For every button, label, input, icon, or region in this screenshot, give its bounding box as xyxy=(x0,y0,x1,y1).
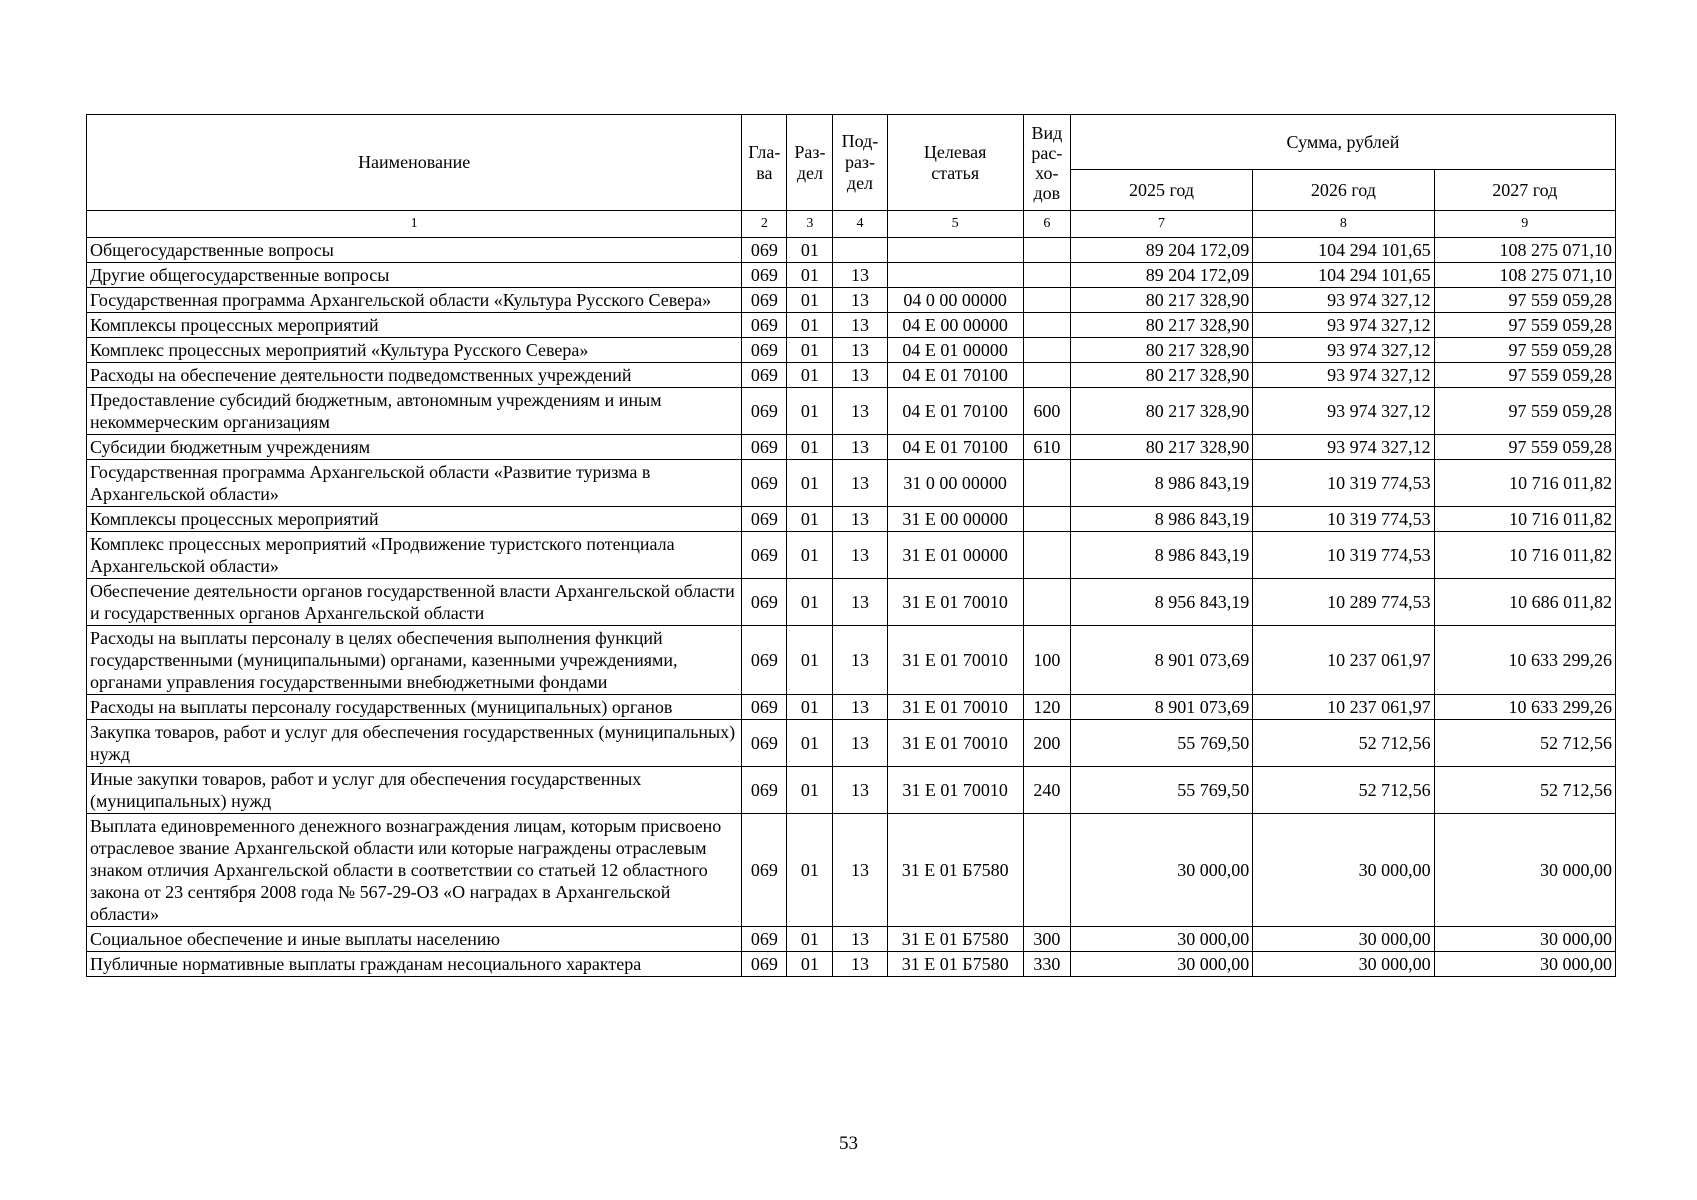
table-row xyxy=(87,313,1616,338)
cell-name: Комплексы процессных мероприятий xyxy=(87,313,742,338)
cell-amount-2025: 55 769,50 xyxy=(1070,720,1252,767)
table-row xyxy=(87,338,1616,363)
table-row xyxy=(87,720,1616,767)
cell-target-article: 31 Е 00 00000 xyxy=(887,507,1023,532)
cell-amount-2026: 93 974 327,12 xyxy=(1253,388,1434,435)
cell-name: Общегосударственные вопросы xyxy=(87,238,742,263)
cell-amount-2025: 8 986 843,19 xyxy=(1070,460,1252,507)
cell-amount-2027: 97 559 059,28 xyxy=(1434,388,1615,435)
cell-subsection: 13 xyxy=(833,435,887,460)
cell-section: 01 xyxy=(787,460,833,507)
cell-section: 01 xyxy=(787,238,833,263)
cell-subsection: 13 xyxy=(833,263,887,288)
header-year-2027: 2027 год xyxy=(1434,170,1615,211)
cell-chapter: 069 xyxy=(742,927,787,952)
cell-amount-2025: 80 217 328,90 xyxy=(1070,363,1252,388)
cell-amount-2027: 52 712,56 xyxy=(1434,720,1615,767)
table-row xyxy=(87,532,1616,579)
cell-chapter: 069 xyxy=(742,338,787,363)
table-row xyxy=(87,238,1616,263)
table-row xyxy=(87,388,1616,435)
cell-target-article xyxy=(887,238,1023,263)
table-row xyxy=(87,460,1616,507)
column-number: 9 xyxy=(1434,211,1615,238)
cell-amount-2027: 10 716 011,82 xyxy=(1434,507,1615,532)
cell-target-article: 31 Е 01 Б7580 xyxy=(887,927,1023,952)
cell-name: Государственная программа Архангельской области «Развитие туризма в Архангельской области» xyxy=(87,460,742,507)
cell-section: 01 xyxy=(787,288,833,313)
cell-amount-2027: 10 716 011,82 xyxy=(1434,532,1615,579)
cell-amount-2025: 30 000,00 xyxy=(1070,927,1252,952)
table-row xyxy=(87,363,1616,388)
header-name: Наименование xyxy=(87,115,742,211)
cell-subsection: 13 xyxy=(833,313,887,338)
cell-section: 01 xyxy=(787,695,833,720)
cell-chapter: 069 xyxy=(742,435,787,460)
cell-target-article: 31 Е 01 70010 xyxy=(887,626,1023,695)
cell-amount-2025: 8 901 073,69 xyxy=(1070,626,1252,695)
column-number: 7 xyxy=(1070,211,1252,238)
cell-expense-type: 330 xyxy=(1023,952,1070,977)
cell-name: Закупка товаров, работ и услуг для обеспечения государственных (муниципальных) нужд xyxy=(87,720,742,767)
cell-chapter: 069 xyxy=(742,238,787,263)
table-row xyxy=(87,579,1616,626)
cell-amount-2027: 52 712,56 xyxy=(1434,767,1615,814)
cell-name: Расходы на выплаты персоналу в целях обеспечения выполнения функций государственными (муниципальными) органами, казенными учреждениями, органами управления государственными внебюджетными фондами xyxy=(87,626,742,695)
cell-section: 01 xyxy=(787,814,833,927)
header-chapter-text: Гла- ва xyxy=(748,141,781,183)
cell-subsection: 13 xyxy=(833,532,887,579)
cell-chapter: 069 xyxy=(742,579,787,626)
cell-amount-2027: 10 633 299,26 xyxy=(1434,626,1615,695)
cell-chapter: 069 xyxy=(742,263,787,288)
cell-chapter: 069 xyxy=(742,532,787,579)
cell-subsection: 13 xyxy=(833,626,887,695)
header-year-2025: 2025 год xyxy=(1070,170,1252,211)
cell-amount-2026: 104 294 101,65 xyxy=(1253,263,1434,288)
cell-amount-2027: 30 000,00 xyxy=(1434,814,1615,927)
cell-expense-type: 600 xyxy=(1023,388,1070,435)
cell-amount-2027: 30 000,00 xyxy=(1434,952,1615,977)
cell-name: Субсидии бюджетным учреждениям xyxy=(87,435,742,460)
header-section-text: Раз- дел xyxy=(794,141,826,183)
cell-amount-2026: 10 237 061,97 xyxy=(1253,626,1434,695)
column-number: 6 xyxy=(1023,211,1070,238)
column-number: 4 xyxy=(833,211,887,238)
cell-expense-type xyxy=(1023,814,1070,927)
cell-subsection: 13 xyxy=(833,507,887,532)
cell-expense-type xyxy=(1023,288,1070,313)
cell-chapter: 069 xyxy=(742,720,787,767)
cell-amount-2027: 108 275 071,10 xyxy=(1434,263,1615,288)
cell-name: Расходы на обеспечение деятельности подведомственных учреждений xyxy=(87,363,742,388)
cell-subsection: 13 xyxy=(833,695,887,720)
cell-expense-type xyxy=(1023,363,1070,388)
table-row xyxy=(87,767,1616,814)
cell-section: 01 xyxy=(787,313,833,338)
cell-amount-2027: 10 716 011,82 xyxy=(1434,460,1615,507)
table-row xyxy=(87,507,1616,532)
cell-amount-2025: 80 217 328,90 xyxy=(1070,338,1252,363)
cell-amount-2025: 8 986 843,19 xyxy=(1070,532,1252,579)
cell-target-article: 31 0 00 00000 xyxy=(887,460,1023,507)
table-row xyxy=(87,927,1616,952)
cell-amount-2026: 93 974 327,12 xyxy=(1253,338,1434,363)
cell-amount-2025: 89 204 172,09 xyxy=(1070,238,1252,263)
cell-subsection xyxy=(833,238,887,263)
cell-section: 01 xyxy=(787,532,833,579)
cell-expense-type xyxy=(1023,460,1070,507)
cell-name: Комплекс процессных мероприятий «Культура Русского Севера» xyxy=(87,338,742,363)
cell-amount-2027: 10 633 299,26 xyxy=(1434,695,1615,720)
cell-target-article: 04 Е 01 70100 xyxy=(887,388,1023,435)
cell-amount-2025: 8 956 843,19 xyxy=(1070,579,1252,626)
cell-target-article: 31 Е 01 70010 xyxy=(887,767,1023,814)
header-expense-type-text: Вид рас- хо- дов xyxy=(1031,122,1063,203)
cell-amount-2027: 97 559 059,28 xyxy=(1434,288,1615,313)
cell-name: Выплата единовременного денежного вознаграждения лицам, которым присвоено отраслевое звание Архангельской области или которые награждены отраслевым знаком отличия Архангельской области в соответствии со статьей 12 областного закона от 23 сентября 2008 года № 567-29-ОЗ «О наградах в Архангельской области» xyxy=(87,814,742,927)
page-number: 53 xyxy=(839,1133,858,1154)
cell-target-article xyxy=(887,263,1023,288)
cell-target-article: 04 Е 00 00000 xyxy=(887,313,1023,338)
cell-section: 01 xyxy=(787,507,833,532)
cell-amount-2025: 80 217 328,90 xyxy=(1070,288,1252,313)
cell-expense-type: 240 xyxy=(1023,767,1070,814)
column-number: 1 xyxy=(87,211,742,238)
cell-amount-2027: 10 686 011,82 xyxy=(1434,579,1615,626)
cell-section: 01 xyxy=(787,626,833,695)
cell-target-article: 31 Е 01 Б7580 xyxy=(887,814,1023,927)
cell-amount-2026: 10 319 774,53 xyxy=(1253,460,1434,507)
cell-amount-2027: 97 559 059,28 xyxy=(1434,435,1615,460)
cell-amount-2026: 30 000,00 xyxy=(1253,952,1434,977)
cell-amount-2025: 55 769,50 xyxy=(1070,767,1252,814)
header-subsection xyxy=(833,115,887,211)
cell-name: Предоставление субсидий бюджетным, автономным учреждениям и иным некоммерческим организациям xyxy=(87,388,742,435)
cell-section: 01 xyxy=(787,388,833,435)
cell-subsection: 13 xyxy=(833,388,887,435)
cell-name: Иные закупки товаров, работ и услуг для обеспечения государственных (муниципальных) нужд xyxy=(87,767,742,814)
cell-target-article: 04 Е 01 70100 xyxy=(887,363,1023,388)
cell-section: 01 xyxy=(787,579,833,626)
cell-amount-2026: 52 712,56 xyxy=(1253,720,1434,767)
cell-amount-2027: 30 000,00 xyxy=(1434,927,1615,952)
table-row xyxy=(87,435,1616,460)
cell-chapter: 069 xyxy=(742,767,787,814)
column-number: 3 xyxy=(787,211,833,238)
cell-expense-type: 120 xyxy=(1023,695,1070,720)
cell-chapter: 069 xyxy=(742,288,787,313)
cell-section: 01 xyxy=(787,720,833,767)
cell-amount-2026: 10 319 774,53 xyxy=(1253,507,1434,532)
cell-section: 01 xyxy=(787,363,833,388)
cell-name: Обеспечение деятельности органов государственной власти Архангельской области и государственных органов Архангельской области xyxy=(87,579,742,626)
cell-amount-2026: 10 237 061,97 xyxy=(1253,695,1434,720)
header-section xyxy=(787,115,833,211)
header-sum: Сумма, рублей xyxy=(1070,115,1615,170)
cell-expense-type xyxy=(1023,579,1070,626)
cell-expense-type: 300 xyxy=(1023,927,1070,952)
cell-chapter: 069 xyxy=(742,313,787,338)
cell-target-article: 31 Е 01 Б7580 xyxy=(887,952,1023,977)
cell-amount-2027: 97 559 059,28 xyxy=(1434,363,1615,388)
table-row xyxy=(87,626,1616,695)
cell-subsection: 13 xyxy=(833,767,887,814)
cell-section: 01 xyxy=(787,927,833,952)
cell-amount-2027: 108 275 071,10 xyxy=(1434,238,1615,263)
cell-amount-2026: 30 000,00 xyxy=(1253,814,1434,927)
table-row xyxy=(87,695,1616,720)
cell-name: Социальное обеспечение и иные выплаты населению xyxy=(87,927,742,952)
cell-amount-2026: 10 289 774,53 xyxy=(1253,579,1434,626)
header-subsection-text: Под- раз- дел xyxy=(841,131,879,193)
table-row xyxy=(87,288,1616,313)
cell-name: Публичные нормативные выплаты гражданам несоциального характера xyxy=(87,952,742,977)
cell-amount-2025: 8 901 073,69 xyxy=(1070,695,1252,720)
cell-name: Другие общегосударственные вопросы xyxy=(87,263,742,288)
column-number: 2 xyxy=(742,211,787,238)
header-target-article-text: Целевая статья xyxy=(923,141,987,183)
cell-chapter: 069 xyxy=(742,460,787,507)
table-row xyxy=(87,814,1616,927)
cell-expense-type: 610 xyxy=(1023,435,1070,460)
cell-target-article: 31 Е 01 00000 xyxy=(887,532,1023,579)
cell-subsection: 13 xyxy=(833,288,887,313)
cell-chapter: 069 xyxy=(742,626,787,695)
header-target-article xyxy=(887,115,1023,211)
cell-target-article: 31 Е 01 70010 xyxy=(887,579,1023,626)
cell-expense-type xyxy=(1023,532,1070,579)
cell-section: 01 xyxy=(787,338,833,363)
cell-expense-type xyxy=(1023,238,1070,263)
cell-amount-2025: 30 000,00 xyxy=(1070,814,1252,927)
cell-amount-2025: 80 217 328,90 xyxy=(1070,388,1252,435)
cell-chapter: 069 xyxy=(742,952,787,977)
cell-target-article: 31 Е 01 70010 xyxy=(887,720,1023,767)
cell-expense-type xyxy=(1023,507,1070,532)
cell-subsection: 13 xyxy=(833,338,887,363)
cell-chapter: 069 xyxy=(742,695,787,720)
table-row xyxy=(87,263,1616,288)
header-expense-type xyxy=(1023,115,1070,211)
cell-target-article: 04 Е 01 70100 xyxy=(887,435,1023,460)
cell-amount-2025: 80 217 328,90 xyxy=(1070,435,1252,460)
cell-chapter: 069 xyxy=(742,388,787,435)
cell-amount-2026: 93 974 327,12 xyxy=(1253,363,1434,388)
cell-amount-2026: 93 974 327,12 xyxy=(1253,313,1434,338)
cell-subsection: 13 xyxy=(833,952,887,977)
cell-section: 01 xyxy=(787,952,833,977)
table-row xyxy=(87,952,1616,977)
cell-subsection: 13 xyxy=(833,579,887,626)
cell-chapter: 069 xyxy=(742,507,787,532)
cell-target-article: 04 0 00 00000 xyxy=(887,288,1023,313)
cell-amount-2025: 80 217 328,90 xyxy=(1070,313,1252,338)
cell-amount-2026: 10 319 774,53 xyxy=(1253,532,1434,579)
cell-amount-2026: 52 712,56 xyxy=(1253,767,1434,814)
cell-name: Комплекс процессных мероприятий «Продвижение туристского потенциала Архангельской области» xyxy=(87,532,742,579)
header-year-2026: 2026 год xyxy=(1253,170,1434,211)
cell-section: 01 xyxy=(787,767,833,814)
cell-amount-2027: 97 559 059,28 xyxy=(1434,338,1615,363)
budget-table xyxy=(86,114,1616,977)
cell-target-article: 04 Е 01 00000 xyxy=(887,338,1023,363)
cell-amount-2026: 93 974 327,12 xyxy=(1253,288,1434,313)
cell-amount-2026: 93 974 327,12 xyxy=(1253,435,1434,460)
cell-amount-2027: 97 559 059,28 xyxy=(1434,313,1615,338)
cell-amount-2025: 8 986 843,19 xyxy=(1070,507,1252,532)
cell-target-article: 31 Е 01 70010 xyxy=(887,695,1023,720)
cell-amount-2025: 30 000,00 xyxy=(1070,952,1252,977)
cell-section: 01 xyxy=(787,435,833,460)
cell-name: Расходы на выплаты персоналу государственных (муниципальных) органов xyxy=(87,695,742,720)
header-chapter xyxy=(742,115,787,211)
cell-amount-2026: 30 000,00 xyxy=(1253,927,1434,952)
cell-amount-2025: 89 204 172,09 xyxy=(1070,263,1252,288)
cell-subsection: 13 xyxy=(833,720,887,767)
cell-section: 01 xyxy=(787,263,833,288)
cell-expense-type: 200 xyxy=(1023,720,1070,767)
cell-subsection: 13 xyxy=(833,460,887,507)
cell-expense-type xyxy=(1023,263,1070,288)
cell-chapter: 069 xyxy=(742,814,787,927)
cell-chapter: 069 xyxy=(742,363,787,388)
cell-subsection: 13 xyxy=(833,363,887,388)
cell-subsection: 13 xyxy=(833,814,887,927)
cell-subsection: 13 xyxy=(833,927,887,952)
cell-expense-type xyxy=(1023,313,1070,338)
column-number: 5 xyxy=(887,211,1023,238)
cell-name: Государственная программа Архангельской области «Культура Русского Севера» xyxy=(87,288,742,313)
cell-expense-type: 100 xyxy=(1023,626,1070,695)
table-body xyxy=(87,238,1616,977)
cell-name: Комплексы процессных мероприятий xyxy=(87,507,742,532)
cell-amount-2026: 104 294 101,65 xyxy=(1253,238,1434,263)
cell-expense-type xyxy=(1023,338,1070,363)
column-number-row xyxy=(87,211,1616,238)
column-number: 8 xyxy=(1253,211,1434,238)
